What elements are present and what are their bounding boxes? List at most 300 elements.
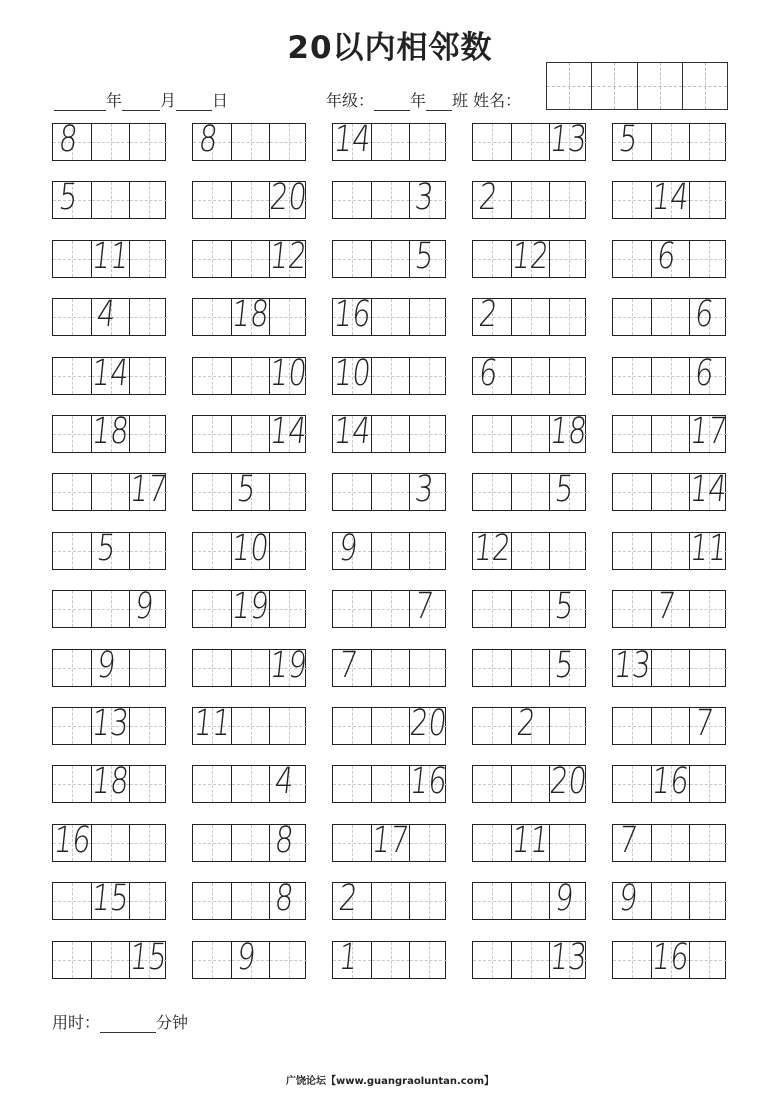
answer-cell[interactable] bbox=[371, 241, 409, 277]
answer-cell[interactable] bbox=[511, 474, 549, 510]
answer-cell[interactable] bbox=[473, 883, 511, 919]
answer-box[interactable] bbox=[332, 761, 449, 803]
answer-cell[interactable] bbox=[53, 533, 91, 569]
answer-cell[interactable] bbox=[689, 241, 727, 277]
answer-cell[interactable] bbox=[689, 182, 727, 218]
given-number: 14 bbox=[267, 411, 309, 452]
answer-cell[interactable] bbox=[613, 708, 651, 744]
answer-box[interactable] bbox=[612, 294, 726, 336]
answer-box[interactable] bbox=[331, 411, 446, 453]
answer-cell[interactable] bbox=[231, 416, 269, 452]
given-number: 16 bbox=[649, 761, 691, 802]
answer-cell[interactable] bbox=[651, 299, 689, 335]
given-number: 8 bbox=[272, 820, 296, 861]
answer-cell[interactable] bbox=[193, 182, 231, 218]
answer-box[interactable] bbox=[192, 294, 306, 336]
answer-cell[interactable] bbox=[193, 299, 231, 335]
answer-box[interactable] bbox=[192, 937, 306, 979]
answer-cell[interactable] bbox=[473, 416, 511, 452]
answer-cell[interactable] bbox=[193, 416, 231, 452]
answer-box[interactable] bbox=[52, 645, 166, 687]
given-number: 16 bbox=[331, 294, 373, 335]
answer-box[interactable] bbox=[192, 411, 309, 453]
given-number: 9 bbox=[94, 645, 118, 686]
answer-box[interactable] bbox=[52, 294, 166, 336]
answer-box[interactable] bbox=[472, 411, 589, 453]
answer-box[interactable] bbox=[331, 353, 446, 395]
answer-box[interactable] bbox=[612, 878, 726, 920]
answer-box[interactable] bbox=[192, 119, 306, 161]
answer-cell[interactable] bbox=[613, 358, 651, 394]
answer-cell[interactable] bbox=[511, 124, 549, 160]
answer-cell[interactable] bbox=[193, 650, 231, 686]
answer-box[interactable] bbox=[192, 528, 306, 570]
answer-cell[interactable] bbox=[371, 416, 409, 452]
answer-cell[interactable] bbox=[511, 883, 549, 919]
answer-box[interactable] bbox=[472, 177, 586, 219]
answer-box[interactable] bbox=[52, 878, 166, 920]
time-line bbox=[52, 1010, 188, 1033]
given-number: 20 bbox=[267, 177, 309, 218]
given-number: 8 bbox=[196, 119, 220, 160]
answer-box[interactable] bbox=[52, 353, 166, 395]
given-number: 11 bbox=[89, 236, 131, 277]
answer-cell[interactable] bbox=[549, 358, 587, 394]
given-number: 9 bbox=[234, 937, 258, 978]
answer-box[interactable] bbox=[192, 177, 309, 219]
name-cell[interactable] bbox=[682, 63, 727, 109]
answer-cell[interactable] bbox=[53, 241, 91, 277]
name-cell[interactable] bbox=[591, 63, 636, 109]
answer-cell[interactable] bbox=[231, 182, 269, 218]
given-number: 7 bbox=[692, 703, 716, 744]
given-number: 19 bbox=[267, 645, 309, 686]
answer-cell[interactable] bbox=[549, 241, 587, 277]
answer-cell[interactable] bbox=[91, 124, 129, 160]
answer-cell[interactable] bbox=[511, 766, 549, 802]
answer-box[interactable] bbox=[472, 119, 589, 161]
given-number: 17 bbox=[369, 820, 411, 861]
answer-cell[interactable] bbox=[269, 299, 307, 335]
answer-box[interactable] bbox=[192, 236, 309, 278]
answer-box[interactable] bbox=[332, 469, 446, 511]
answer-box[interactable] bbox=[52, 119, 166, 161]
answer-cell[interactable] bbox=[511, 299, 549, 335]
answer-box[interactable] bbox=[52, 528, 166, 570]
answer-cell[interactable] bbox=[53, 358, 91, 394]
answer-box[interactable] bbox=[612, 703, 726, 745]
answer-cell[interactable] bbox=[193, 942, 231, 978]
answer-cell[interactable] bbox=[269, 942, 307, 978]
given-number: 9 bbox=[132, 586, 156, 627]
answer-cell[interactable] bbox=[269, 708, 307, 744]
answer-cell[interactable] bbox=[129, 241, 167, 277]
given-number: 18 bbox=[89, 761, 131, 802]
answer-cell[interactable] bbox=[231, 708, 269, 744]
answer-cell[interactable] bbox=[613, 591, 651, 627]
answer-cell[interactable] bbox=[371, 708, 409, 744]
answer-cell[interactable] bbox=[689, 591, 727, 627]
answer-cell[interactable] bbox=[231, 124, 269, 160]
answer-cell[interactable] bbox=[613, 241, 651, 277]
answer-cell[interactable] bbox=[473, 650, 511, 686]
name-cell[interactable] bbox=[637, 63, 682, 109]
answer-cell[interactable] bbox=[53, 416, 91, 452]
month-blank[interactable] bbox=[122, 94, 160, 111]
answer-box[interactable] bbox=[612, 528, 729, 570]
answer-cell[interactable] bbox=[193, 358, 231, 394]
answer-cell[interactable] bbox=[511, 942, 549, 978]
given-number: 8 bbox=[272, 878, 296, 919]
answer-cell[interactable] bbox=[473, 766, 511, 802]
given-number: 2 bbox=[476, 294, 500, 335]
answer-box[interactable] bbox=[332, 820, 446, 862]
answer-cell[interactable] bbox=[333, 591, 371, 627]
answer-box[interactable] bbox=[332, 645, 446, 687]
given-number: 5 bbox=[552, 645, 576, 686]
answer-cell[interactable] bbox=[511, 591, 549, 627]
answer-cell[interactable] bbox=[651, 474, 689, 510]
answer-cell[interactable] bbox=[651, 124, 689, 160]
answer-cell[interactable] bbox=[651, 825, 689, 861]
answer-box[interactable] bbox=[612, 820, 726, 862]
answer-cell[interactable] bbox=[193, 533, 231, 569]
answer-cell[interactable] bbox=[53, 591, 91, 627]
given-number: 11 bbox=[687, 528, 729, 569]
answer-cell[interactable] bbox=[511, 650, 549, 686]
given-number: 7 bbox=[336, 645, 360, 686]
answer-cell[interactable] bbox=[231, 825, 269, 861]
year-blank[interactable] bbox=[54, 94, 106, 111]
answer-cell[interactable] bbox=[333, 825, 371, 861]
grade-line bbox=[326, 88, 521, 111]
answer-cell[interactable] bbox=[511, 416, 549, 452]
answer-cell[interactable] bbox=[91, 474, 129, 510]
answer-cell[interactable] bbox=[651, 533, 689, 569]
answer-box[interactable] bbox=[612, 177, 726, 219]
given-number: 5 bbox=[234, 469, 258, 510]
given-number: 12 bbox=[509, 236, 551, 277]
given-number: 6 bbox=[692, 294, 716, 335]
given-number: 12 bbox=[267, 236, 309, 277]
answer-box[interactable] bbox=[472, 645, 586, 687]
answer-box[interactable] bbox=[52, 411, 166, 453]
given-number: 13 bbox=[611, 645, 653, 686]
answer-cell[interactable] bbox=[371, 650, 409, 686]
given-number: 7 bbox=[616, 820, 640, 861]
answer-box[interactable] bbox=[472, 586, 586, 628]
answer-cell[interactable] bbox=[91, 825, 129, 861]
answer-cell[interactable] bbox=[689, 883, 727, 919]
given-number: 13 bbox=[89, 703, 131, 744]
answer-cell[interactable] bbox=[129, 650, 167, 686]
given-number: 5 bbox=[56, 177, 80, 218]
answer-cell[interactable] bbox=[269, 533, 307, 569]
answer-cell[interactable] bbox=[613, 299, 651, 335]
answer-cell[interactable] bbox=[549, 299, 587, 335]
answer-cell[interactable] bbox=[91, 942, 129, 978]
answer-cell[interactable] bbox=[371, 766, 409, 802]
answer-box[interactable] bbox=[52, 236, 166, 278]
given-number: 6 bbox=[476, 353, 500, 394]
given-number: 20 bbox=[547, 761, 589, 802]
answer-box[interactable] bbox=[332, 586, 446, 628]
answer-cell[interactable] bbox=[409, 299, 447, 335]
time-label: 用时： bbox=[52, 1013, 101, 1032]
grade-year-label: 年 bbox=[410, 91, 427, 110]
answer-cell[interactable] bbox=[129, 299, 167, 335]
answer-cell[interactable] bbox=[53, 299, 91, 335]
answer-cell[interactable] bbox=[129, 124, 167, 160]
answer-cell[interactable] bbox=[549, 533, 587, 569]
given-number: 5 bbox=[94, 528, 118, 569]
given-number: 3 bbox=[412, 177, 436, 218]
answer-cell[interactable] bbox=[473, 241, 511, 277]
answer-box[interactable] bbox=[332, 236, 446, 278]
grade-blank[interactable] bbox=[374, 94, 410, 111]
answer-cell[interactable] bbox=[129, 766, 167, 802]
answer-cell[interactable] bbox=[129, 708, 167, 744]
time-blank[interactable] bbox=[100, 1016, 156, 1033]
day-blank[interactable] bbox=[176, 94, 212, 111]
answer-cell[interactable] bbox=[193, 474, 231, 510]
answer-cell[interactable] bbox=[193, 825, 231, 861]
answer-box[interactable] bbox=[51, 820, 166, 862]
answer-cell[interactable] bbox=[333, 241, 371, 277]
answer-box[interactable] bbox=[611, 645, 726, 687]
answer-cell[interactable] bbox=[651, 650, 689, 686]
answer-cell[interactable] bbox=[409, 124, 447, 160]
answer-box[interactable] bbox=[192, 586, 306, 628]
answer-cell[interactable] bbox=[193, 766, 231, 802]
answer-cell[interactable] bbox=[511, 182, 549, 218]
date-line bbox=[54, 88, 228, 111]
answer-box[interactable] bbox=[52, 469, 169, 511]
answer-cell[interactable] bbox=[613, 474, 651, 510]
answer-cell[interactable] bbox=[689, 766, 727, 802]
answer-cell[interactable] bbox=[371, 533, 409, 569]
given-number: 3 bbox=[412, 469, 436, 510]
answer-cell[interactable] bbox=[409, 883, 447, 919]
answer-cell[interactable] bbox=[269, 474, 307, 510]
answer-cell[interactable] bbox=[53, 883, 91, 919]
answer-box[interactable] bbox=[52, 586, 166, 628]
answer-cell[interactable] bbox=[689, 124, 727, 160]
answer-cell[interactable] bbox=[549, 825, 587, 861]
answer-cell[interactable] bbox=[129, 825, 167, 861]
given-number: 17 bbox=[127, 469, 169, 510]
answer-box[interactable] bbox=[472, 878, 586, 920]
answer-box[interactable] bbox=[612, 586, 726, 628]
answer-cell[interactable] bbox=[91, 182, 129, 218]
answer-box[interactable] bbox=[612, 469, 729, 511]
given-number: 6 bbox=[654, 236, 678, 277]
given-number: 9 bbox=[616, 878, 640, 919]
answer-cell[interactable] bbox=[613, 416, 651, 452]
given-number: 2 bbox=[336, 878, 360, 919]
answer-box[interactable] bbox=[332, 703, 449, 745]
answer-cell[interactable] bbox=[231, 358, 269, 394]
answer-cell[interactable] bbox=[473, 825, 511, 861]
given-number: 8 bbox=[56, 119, 80, 160]
name-box[interactable] bbox=[546, 62, 728, 110]
answer-cell[interactable] bbox=[651, 883, 689, 919]
answer-cell[interactable] bbox=[613, 942, 651, 978]
answer-cell[interactable] bbox=[613, 766, 651, 802]
answer-cell[interactable] bbox=[371, 182, 409, 218]
answer-cell[interactable] bbox=[613, 533, 651, 569]
answer-cell[interactable] bbox=[193, 883, 231, 919]
answer-cell[interactable] bbox=[549, 708, 587, 744]
given-number: 5 bbox=[552, 469, 576, 510]
given-number: 1 bbox=[336, 937, 360, 978]
answer-cell[interactable] bbox=[193, 241, 231, 277]
year-label: 年 bbox=[106, 91, 123, 110]
answer-cell[interactable] bbox=[651, 708, 689, 744]
answer-box[interactable] bbox=[192, 645, 309, 687]
given-number: 16 bbox=[51, 820, 93, 861]
answer-box[interactable] bbox=[192, 878, 306, 920]
given-number: 5 bbox=[412, 236, 436, 277]
given-number: 4 bbox=[272, 761, 296, 802]
answer-cell[interactable] bbox=[371, 299, 409, 335]
answer-box[interactable] bbox=[332, 878, 446, 920]
answer-box[interactable] bbox=[472, 236, 586, 278]
answer-cell[interactable] bbox=[409, 942, 447, 978]
class-blank[interactable] bbox=[426, 94, 452, 111]
answer-cell[interactable] bbox=[269, 591, 307, 627]
answer-box[interactable] bbox=[472, 353, 586, 395]
answer-box[interactable] bbox=[612, 236, 726, 278]
answer-cell[interactable] bbox=[473, 942, 511, 978]
answer-box[interactable] bbox=[472, 294, 586, 336]
answer-cell[interactable] bbox=[511, 533, 549, 569]
answer-box[interactable] bbox=[471, 528, 586, 570]
answer-cell[interactable] bbox=[333, 708, 371, 744]
answer-cell[interactable] bbox=[53, 708, 91, 744]
answer-cell[interactable] bbox=[651, 416, 689, 452]
answer-cell[interactable] bbox=[473, 124, 511, 160]
answer-cell[interactable] bbox=[409, 650, 447, 686]
answer-cell[interactable] bbox=[371, 124, 409, 160]
answer-cell[interactable] bbox=[689, 825, 727, 861]
answer-cell[interactable] bbox=[129, 533, 167, 569]
answer-cell[interactable] bbox=[409, 358, 447, 394]
answer-cell[interactable] bbox=[511, 358, 549, 394]
answer-cell[interactable] bbox=[231, 766, 269, 802]
answer-box[interactable] bbox=[472, 820, 586, 862]
answer-cell[interactable] bbox=[193, 591, 231, 627]
given-number: 14 bbox=[331, 411, 373, 452]
answer-box[interactable] bbox=[612, 761, 726, 803]
answer-cell[interactable] bbox=[129, 358, 167, 394]
answer-cell[interactable] bbox=[333, 474, 371, 510]
answer-box[interactable] bbox=[192, 353, 309, 395]
answer-cell[interactable] bbox=[129, 883, 167, 919]
answer-box[interactable] bbox=[331, 294, 446, 336]
given-number: 6 bbox=[692, 353, 716, 394]
given-number: 10 bbox=[229, 528, 271, 569]
answer-cell[interactable] bbox=[473, 474, 511, 510]
answer-box[interactable] bbox=[52, 703, 166, 745]
answer-cell[interactable] bbox=[371, 358, 409, 394]
name-cell[interactable] bbox=[547, 63, 591, 109]
answer-box[interactable] bbox=[192, 761, 306, 803]
answer-box[interactable] bbox=[332, 528, 446, 570]
answer-box[interactable] bbox=[472, 937, 589, 979]
answer-cell[interactable] bbox=[231, 883, 269, 919]
given-number: 16 bbox=[407, 761, 449, 802]
answer-cell[interactable] bbox=[613, 182, 651, 218]
given-number: 9 bbox=[552, 878, 576, 919]
answer-cell[interactable] bbox=[473, 591, 511, 627]
given-number: 10 bbox=[267, 353, 309, 394]
given-number: 13 bbox=[547, 119, 589, 160]
given-number: 14 bbox=[89, 353, 131, 394]
answer-box[interactable] bbox=[612, 411, 729, 453]
answer-cell[interactable] bbox=[231, 650, 269, 686]
answer-box[interactable] bbox=[472, 469, 586, 511]
answer-box[interactable] bbox=[332, 177, 446, 219]
answer-box[interactable] bbox=[612, 119, 726, 161]
answer-cell[interactable] bbox=[333, 182, 371, 218]
answer-cell[interactable] bbox=[409, 416, 447, 452]
answer-cell[interactable] bbox=[333, 766, 371, 802]
answer-cell[interactable] bbox=[53, 942, 91, 978]
answer-box[interactable] bbox=[52, 937, 169, 979]
answer-cell[interactable] bbox=[91, 591, 129, 627]
answer-cell[interactable] bbox=[689, 650, 727, 686]
answer-cell[interactable] bbox=[651, 358, 689, 394]
answer-cell[interactable] bbox=[371, 474, 409, 510]
answer-box[interactable] bbox=[472, 761, 589, 803]
answer-cell[interactable] bbox=[689, 942, 727, 978]
answer-box[interactable] bbox=[192, 469, 306, 511]
answer-box[interactable] bbox=[612, 353, 726, 395]
answer-cell[interactable] bbox=[269, 124, 307, 160]
answer-cell[interactable] bbox=[231, 241, 269, 277]
answer-cell[interactable] bbox=[53, 766, 91, 802]
given-number: 13 bbox=[547, 937, 589, 978]
answer-cell[interactable] bbox=[53, 474, 91, 510]
name-label: 姓名： bbox=[473, 91, 522, 110]
day-label: 日 bbox=[212, 91, 229, 110]
answer-box[interactable] bbox=[52, 761, 166, 803]
answer-box[interactable] bbox=[192, 820, 306, 862]
answer-box[interactable] bbox=[52, 177, 166, 219]
answer-cell[interactable] bbox=[409, 825, 447, 861]
answer-box[interactable] bbox=[332, 937, 446, 979]
answer-cell[interactable] bbox=[409, 533, 447, 569]
answer-box[interactable] bbox=[331, 119, 446, 161]
page-title: 20以内相邻数 bbox=[287, 30, 493, 66]
answer-box[interactable] bbox=[472, 703, 586, 745]
answer-cell[interactable] bbox=[371, 591, 409, 627]
answer-cell[interactable] bbox=[371, 942, 409, 978]
answer-box[interactable] bbox=[191, 703, 306, 745]
answer-box[interactable] bbox=[612, 937, 726, 979]
answer-cell[interactable] bbox=[473, 708, 511, 744]
answer-cell[interactable] bbox=[129, 182, 167, 218]
given-number: 7 bbox=[412, 586, 436, 627]
answer-cell[interactable] bbox=[549, 182, 587, 218]
answer-cell[interactable] bbox=[129, 416, 167, 452]
answer-cell[interactable] bbox=[371, 883, 409, 919]
answer-cell[interactable] bbox=[53, 650, 91, 686]
time-unit: 分钟 bbox=[156, 1013, 189, 1032]
given-number: 18 bbox=[229, 294, 271, 335]
given-number: 11 bbox=[509, 820, 551, 861]
